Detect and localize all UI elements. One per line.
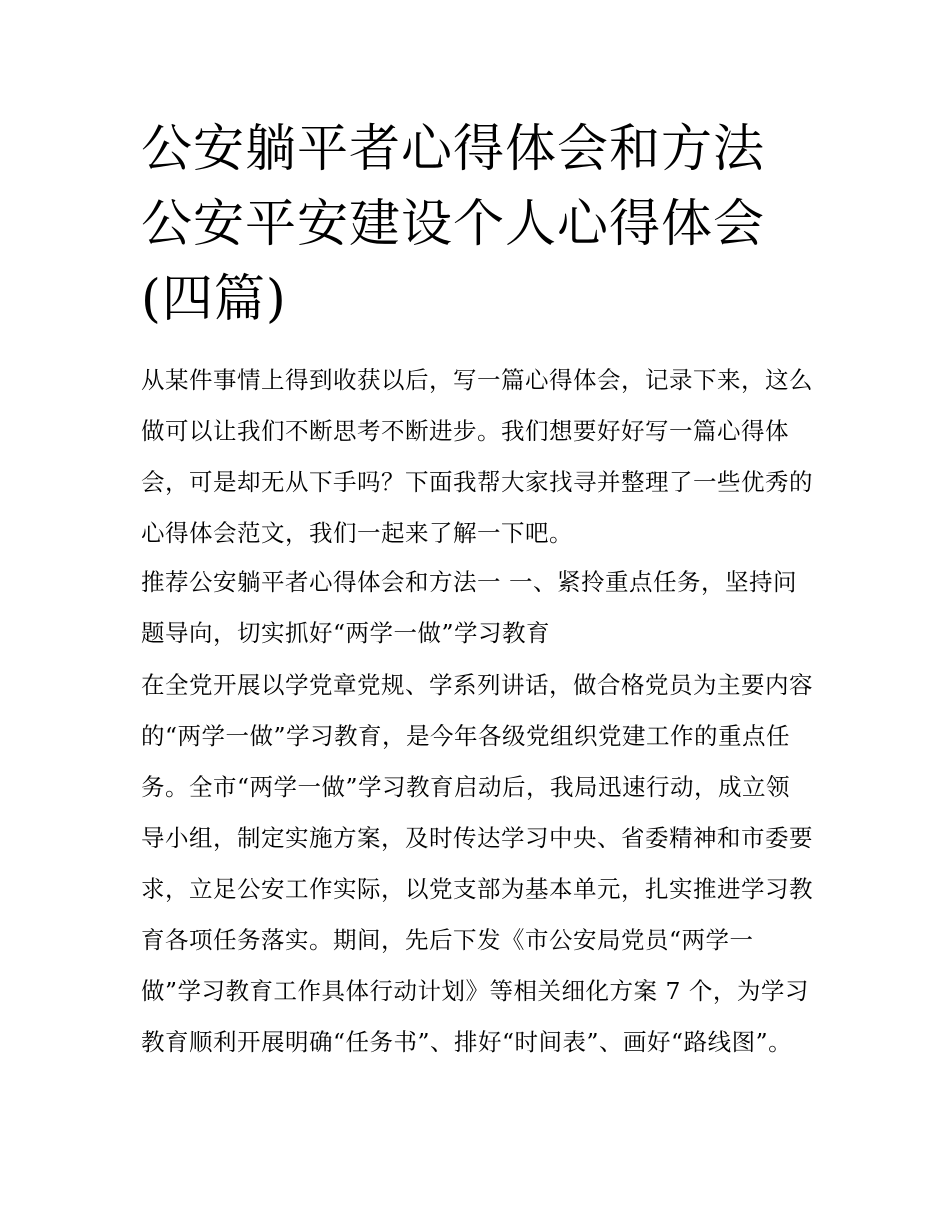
intro-paragraph: 从某件事情上得到收获以后，写一篇心得体会，记录下来，这么做可以让我们不断思考不断进步。我们想要好好写一篇心得体会，可是却无从下手吗？下面我帮大家找寻并整理了一些优秀的心得体会范文，我们一起来了解一下吧。: [141, 366, 813, 547]
body-paragraph: 在全党开展以学党章党规、学系列讲话，做合格党员为主要内容的“两学一做”学习教育，是今年各级党组织党建工作的重点任务。全市“两学一做”学习教育启动后，我局迅速行动，成立领导小组，制定实施方案，及时传达学习中央、省委精神和市委要求，立足公安工作实际，以党支部为基本单元，扎实推进学习教育各项任务落实。期间，先后下发《市公安局党员“两学一做”学习教育工作具体行动计划》等相关细化方案 7 个，为学习教育顺利开展明确“任务书”、排好“时间表”、画好“路线图”。: [141, 671, 813, 1056]
document-title: 公安躺平者心得体会和方法 公安平安建设个人心得体会(四篇): [141, 120, 766, 329]
section-heading-paragraph: 推荐公安躺平者心得体会和方法一 一、紧拎重点任务，坚持问题导向，切实抓好“两学一做”学习教育: [141, 568, 797, 647]
